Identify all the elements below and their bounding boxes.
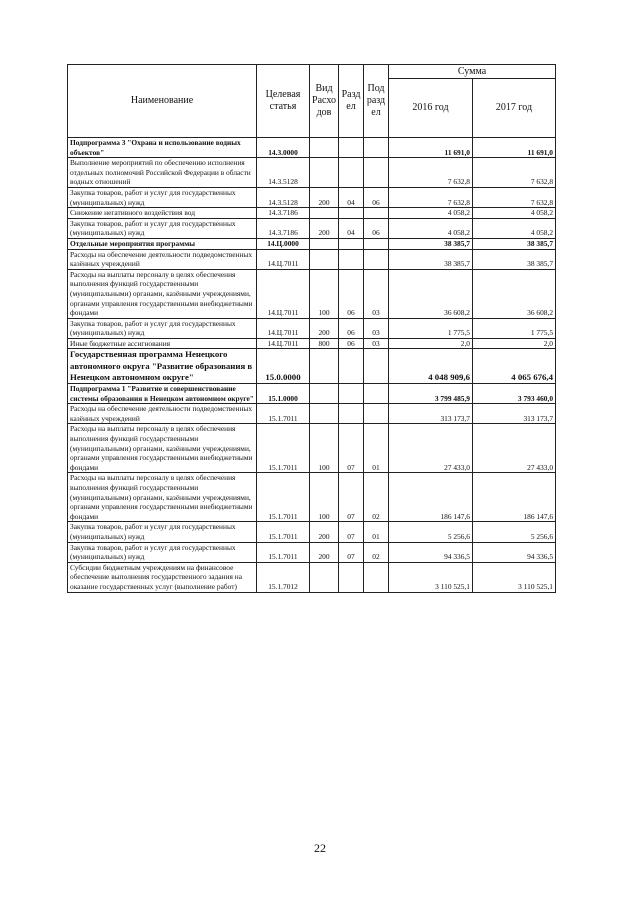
row-razdel: 07 [339, 542, 364, 562]
row-sum-2016: 4 058,2 [389, 218, 473, 238]
row-code: 14.3.5128 [257, 158, 310, 188]
row-razdel: 04 [339, 218, 364, 238]
row-vid: 100 [310, 424, 339, 473]
row-vid [310, 384, 339, 404]
row-name: Закупка товаров, работ и услуг для государственных (муниципальных) нужд [68, 522, 257, 542]
header-podrazdel: Под разд ел [364, 65, 389, 138]
row-sum-2016: 313 173,7 [389, 404, 473, 424]
row-vid: 200 [310, 318, 339, 338]
row-code: 15.1.0000 [257, 384, 310, 404]
row-sum-2016: 11 691,0 [389, 138, 473, 158]
row-podrazdel [364, 138, 389, 158]
header-name: Наименование [68, 65, 257, 138]
row-podrazdel [364, 238, 389, 249]
row-sum-2017: 94 336,5 [473, 542, 556, 562]
row-code: 15.1.7012 [257, 562, 310, 592]
page-number: 22 [314, 841, 326, 855]
table-row [68, 138, 556, 158]
header-vid: Вид Расхо дов [310, 65, 339, 138]
row-podrazdel: 02 [364, 473, 389, 522]
row-vid: 100 [310, 473, 339, 522]
row-code: 15.1.7011 [257, 404, 310, 424]
row-razdel [339, 208, 364, 219]
row-podrazdel: 01 [364, 522, 389, 542]
row-code: 15.0.0000 [257, 349, 310, 384]
table-row [68, 522, 556, 542]
row-code: 14.3.0000 [257, 138, 310, 158]
row-name: Иные бюджетные ассигнования [68, 338, 257, 349]
row-sum-2017: 2,0 [473, 338, 556, 349]
row-razdel: 06 [339, 318, 364, 338]
row-name: Расходы на выплаты персоналу в целях обеспечения выполнения функций государственными (муниципальными) органами, казёнными учреждениями, органами управления государственными внебюджетными фондами [68, 269, 257, 318]
row-code: 14.Ц.7011 [257, 249, 310, 269]
row-name: Закупка товаров, работ и услуг для государственных (муниципальных) нужд [68, 542, 257, 562]
row-vid: 200 [310, 542, 339, 562]
row-sum-2017: 38 385,7 [473, 249, 556, 269]
row-sum-2016: 1 775,5 [389, 318, 473, 338]
row-code: 14.Ц.7011 [257, 269, 310, 318]
row-razdel [339, 384, 364, 404]
row-razdel: 07 [339, 473, 364, 522]
table-row [68, 562, 556, 592]
row-podrazdel [364, 349, 389, 384]
row-razdel [339, 249, 364, 269]
row-sum-2016: 4 058,2 [389, 208, 473, 219]
row-sum-2016: 7 632,8 [389, 158, 473, 188]
table-row [68, 218, 556, 238]
row-sum-2016: 2,0 [389, 338, 473, 349]
row-name: Субсидии бюджетным учреждениям на финансовое обеспечение выполнения государственного задания на оказание государственных услуг (выполнение работ) [68, 562, 257, 592]
row-name: Расходы на обеспечение деятельности подведомственных казённых учреждений [68, 249, 257, 269]
table-row [68, 404, 556, 424]
row-sum-2016: 7 632,8 [389, 187, 473, 207]
table-row [68, 424, 556, 473]
row-podrazdel [364, 249, 389, 269]
row-podrazdel [364, 158, 389, 188]
row-sum-2017: 186 147,6 [473, 473, 556, 522]
row-code: 14.Ц.0000 [257, 238, 310, 249]
row-name: Закупка товаров, работ и услуг для государственных (муниципальных) нужд [68, 187, 257, 207]
row-sum-2016: 5 256,6 [389, 522, 473, 542]
row-podrazdel [364, 562, 389, 592]
header-code: Целевая статья [257, 65, 310, 138]
table-row [68, 238, 556, 249]
row-sum-2017: 4 058,2 [473, 208, 556, 219]
table-row [68, 318, 556, 338]
row-name: Государственная программа Ненецкого автономного округа "Развитие образования в Ненецком автономном округе" [68, 349, 257, 384]
row-name: Расходы на обеспечение деятельности подведомственных казённых учреждений [68, 404, 257, 424]
table-row [68, 338, 556, 349]
row-sum-2016: 186 147,6 [389, 473, 473, 522]
row-razdel: 04 [339, 187, 364, 207]
row-vid [310, 208, 339, 219]
row-sum-2017: 7 632,8 [473, 187, 556, 207]
row-code: 15.1.7011 [257, 424, 310, 473]
table-body [68, 138, 556, 593]
row-name: Подпрограмма 3 "Охрана и использование водных объектов" [68, 138, 257, 158]
row-code: 14.3.5128 [257, 187, 310, 207]
row-razdel: 06 [339, 269, 364, 318]
row-vid [310, 158, 339, 188]
table-row [68, 473, 556, 522]
row-podrazdel [364, 404, 389, 424]
row-name: Закупка товаров, работ и услуг для государственных (муниципальных) нужд [68, 218, 257, 238]
row-sum-2017: 36 608,2 [473, 269, 556, 318]
table-row [68, 249, 556, 269]
row-name: Выполнение мероприятий по обеспечению исполнения отдельных полномочий Российской Федерации в области водных отношений [68, 158, 257, 188]
row-name: Расходы на выплаты персоналу в целях обеспечения выполнения функций государственными (муниципальными) органами, казёнными учреждениями, органами управления государственными внебюджетными фондами [68, 473, 257, 522]
header-year-2017: 2017 год [473, 79, 556, 138]
row-vid [310, 238, 339, 249]
row-podrazdel [364, 384, 389, 404]
table-row [68, 208, 556, 219]
row-razdel: 06 [339, 338, 364, 349]
row-sum-2016: 3 110 525,1 [389, 562, 473, 592]
row-sum-2016: 36 608,2 [389, 269, 473, 318]
row-razdel: 07 [339, 424, 364, 473]
row-vid [310, 249, 339, 269]
table-row [68, 269, 556, 318]
row-sum-2017: 313 173,7 [473, 404, 556, 424]
row-code: 15.1.7011 [257, 522, 310, 542]
row-code: 14.Ц.7011 [257, 338, 310, 349]
table-row [68, 384, 556, 404]
row-sum-2017: 4 058,2 [473, 218, 556, 238]
row-vid: 200 [310, 522, 339, 542]
budget-table [67, 64, 556, 593]
header-razdel: Разд ел [339, 65, 364, 138]
row-sum-2017: 38 385,7 [473, 238, 556, 249]
row-sum-2016: 4 048 909,6 [389, 349, 473, 384]
row-razdel [339, 562, 364, 592]
row-podrazdel: 03 [364, 318, 389, 338]
row-sum-2017: 7 632,8 [473, 158, 556, 188]
row-code: 14.3.7186 [257, 218, 310, 238]
row-sum-2017: 3 793 460,0 [473, 384, 556, 404]
row-podrazdel: 03 [364, 338, 389, 349]
row-vid: 800 [310, 338, 339, 349]
row-sum-2017: 5 256,6 [473, 522, 556, 542]
row-vid [310, 404, 339, 424]
row-sum-2017: 3 110 525,1 [473, 562, 556, 592]
table-row [68, 349, 556, 384]
row-sum-2016: 38 385,7 [389, 249, 473, 269]
row-code: 14.Ц.7011 [257, 318, 310, 338]
row-sum-2017: 4 065 676,4 [473, 349, 556, 384]
header-year-2016: 2016 год [389, 79, 473, 138]
row-podrazdel: 01 [364, 424, 389, 473]
row-name: Закупка товаров, работ и услуг для государственных (муниципальных) нужд [68, 318, 257, 338]
row-sum-2017: 27 433,0 [473, 424, 556, 473]
row-sum-2016: 3 799 485,9 [389, 384, 473, 404]
row-code: 14.3.7186 [257, 208, 310, 219]
row-sum-2017: 1 775,5 [473, 318, 556, 338]
row-vid [310, 562, 339, 592]
row-name: Подпрограмма 1 "Развитие и совершенствование системы образования в Ненецком автономном округе" [68, 384, 257, 404]
row-razdel [339, 404, 364, 424]
table-row [68, 158, 556, 188]
row-razdel [339, 158, 364, 188]
row-sum-2016: 38 385,7 [389, 238, 473, 249]
row-code: 15.1.7011 [257, 473, 310, 522]
row-name: Снижение негативного воздействия вод [68, 208, 257, 219]
row-sum-2016: 94 336,5 [389, 542, 473, 562]
row-podrazdel: 03 [364, 269, 389, 318]
row-vid [310, 138, 339, 158]
row-name: Отдельные мероприятия программы [68, 238, 257, 249]
row-code: 15.1.7011 [257, 542, 310, 562]
row-vid [310, 349, 339, 384]
row-sum-2016: 27 433,0 [389, 424, 473, 473]
table-row [68, 542, 556, 562]
row-name: Расходы на выплаты персоналу в целях обеспечения выполнения функций государственными (муниципальными) органами, казёнными учреждениями, органами управления государственными внебюджетными фондами [68, 424, 257, 473]
row-razdel [339, 138, 364, 158]
header-summa: Сумма [389, 65, 556, 79]
row-razdel: 07 [339, 522, 364, 542]
row-razdel [339, 238, 364, 249]
row-podrazdel: 02 [364, 542, 389, 562]
row-vid: 200 [310, 187, 339, 207]
row-podrazdel [364, 208, 389, 219]
row-podrazdel: 06 [364, 218, 389, 238]
row-vid: 100 [310, 269, 339, 318]
row-podrazdel: 06 [364, 187, 389, 207]
table-row [68, 187, 556, 207]
row-sum-2017: 11 691,0 [473, 138, 556, 158]
row-razdel [339, 349, 364, 384]
row-vid: 200 [310, 218, 339, 238]
